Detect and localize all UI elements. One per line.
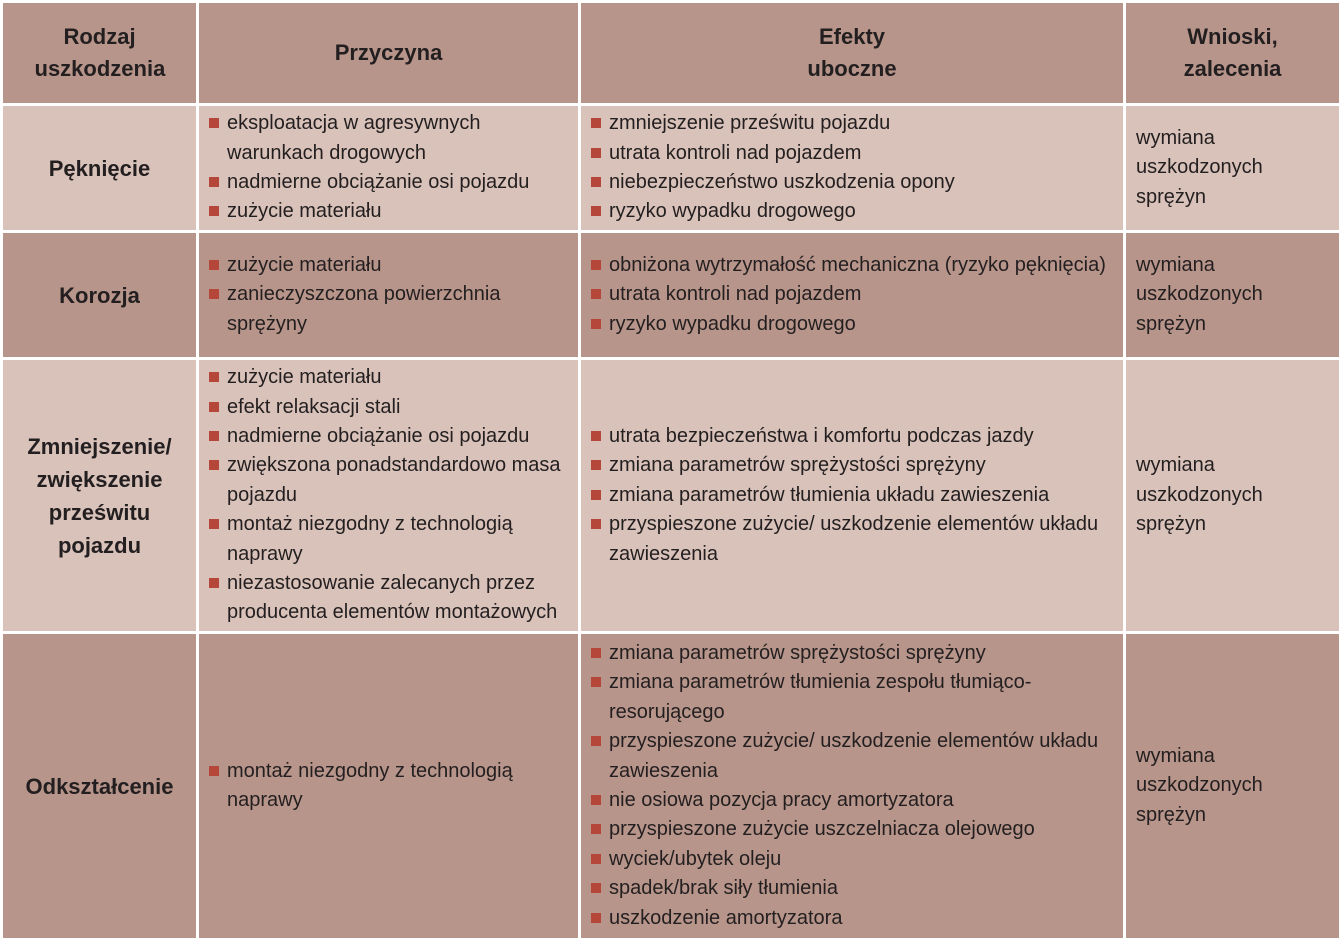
bullet-icon — [591, 431, 601, 441]
list-item: zmiana parametrów tłumienia zespołu tłumiąco-resorującego — [591, 668, 1115, 727]
row-conclusion: wymiana uszkodzonych sprężyn — [1125, 359, 1339, 633]
list-item: zmiana parametrów sprężystości sprężyny — [591, 639, 1115, 668]
row-conclusion: wymiana uszkodzonych sprężyn — [1125, 232, 1339, 359]
header-conclusions: Wnioski, zalecenia — [1125, 2, 1339, 105]
list-item: przyspieszone zużycie/ uszkodzenie elementów układu zawieszenia — [591, 510, 1115, 569]
row-name: Pęknięcie — [2, 105, 198, 232]
bullet-icon — [209, 177, 219, 187]
bullet-icon — [591, 736, 601, 746]
header-row — [2, 2, 1339, 105]
bullet-icon — [591, 648, 601, 658]
row-effects — [580, 232, 1125, 359]
row-name: Odkształcenie — [2, 633, 198, 940]
list-item: obniżona wytrzymałość mechaniczna (ryzyko pęknięcia) — [591, 251, 1115, 280]
bullet-icon — [591, 177, 601, 187]
list-item: zmniejszenie prześwitu pojazdu — [591, 109, 1115, 138]
list-item: montaż niezgodny z technologią naprawy — [209, 510, 570, 569]
list-item: zużycie materiału — [209, 363, 570, 392]
list-item: przyspieszone zużycie/ uszkodzenie elementów układu zawieszenia — [591, 727, 1115, 786]
row-conclusion: wymiana uszkodzonych sprężyn — [1125, 633, 1339, 940]
header-cause: Przyczyna — [198, 2, 580, 105]
row-causes — [198, 359, 580, 633]
bullet-icon — [591, 824, 601, 834]
list-item: zużycie materiału — [209, 251, 570, 280]
bullet-icon — [209, 118, 219, 128]
list-item: zmiana parametrów sprężystości sprężyny — [591, 451, 1115, 480]
bullet-icon — [591, 913, 601, 923]
table-row-przeswit — [2, 359, 1339, 633]
row-name: Korozja — [2, 232, 198, 359]
table-row-odksztalcenie — [2, 633, 1339, 940]
bullet-icon — [591, 795, 601, 805]
row-causes — [198, 633, 580, 940]
bullet-icon — [591, 519, 601, 529]
row-causes — [198, 232, 580, 359]
list-item: efekt relaksacji stali — [209, 393, 570, 422]
bullet-icon — [591, 854, 601, 864]
bullet-icon — [591, 289, 601, 299]
bullet-icon — [209, 460, 219, 470]
bullet-icon — [209, 372, 219, 382]
bullet-icon — [209, 402, 219, 412]
row-effects — [580, 105, 1125, 232]
list-item: ryzyko wypadku drogowego — [591, 310, 1115, 339]
row-name: Zmniejszenie/ zwiększenie prześwitu pojazdu — [2, 359, 198, 633]
list-item: utrata kontroli nad pojazdem — [591, 139, 1115, 168]
bullet-icon — [209, 260, 219, 270]
table-row-korozja — [2, 232, 1339, 359]
list-item: nadmierne obciążanie osi pojazdu — [209, 168, 570, 197]
list-item: utrata kontroli nad pojazdem — [591, 280, 1115, 309]
list-item: nadmierne obciążanie osi pojazdu — [209, 422, 570, 451]
bullet-icon — [591, 460, 601, 470]
row-effects — [580, 359, 1125, 633]
bullet-icon — [591, 883, 601, 893]
row-effects — [580, 633, 1125, 940]
list-item: uszkodzenie amortyzatora — [591, 904, 1115, 933]
list-item: ryzyko wypadku drogowego — [591, 197, 1115, 226]
bullet-icon — [591, 319, 601, 329]
bullet-icon — [591, 677, 601, 687]
list-item: spadek/brak siły tłumienia — [591, 874, 1115, 903]
header-effects: Efekty uboczne — [580, 2, 1125, 105]
bullet-icon — [591, 148, 601, 158]
bullet-icon — [209, 766, 219, 776]
table-row-peknięcie — [2, 105, 1339, 232]
bullet-icon — [209, 431, 219, 441]
list-item: nie osiowa pozycja pracy amortyzatora — [591, 786, 1115, 815]
list-item: niebezpieczeństwo uszkodzenia opony — [591, 168, 1115, 197]
bullet-icon — [209, 206, 219, 216]
list-item: montaż niezgodny z technologią naprawy — [209, 757, 570, 816]
bullet-icon — [591, 206, 601, 216]
list-item: niezastosowanie zalecanych przez producenta elementów montażowych — [209, 569, 570, 628]
bullet-icon — [209, 519, 219, 529]
list-item: zwiększona ponadstandardowo masa pojazdu — [209, 451, 570, 510]
list-item: utrata bezpieczeństwa i komfortu podczas jazdy — [591, 422, 1115, 451]
list-item: zanieczyszczona powierzchnia sprężyny — [209, 280, 570, 339]
bullet-icon — [209, 578, 219, 588]
list-item: zużycie materiału — [209, 197, 570, 226]
row-causes — [198, 105, 580, 232]
header-type: Rodzaj uszkodzenia — [2, 2, 198, 105]
bullet-icon — [591, 490, 601, 500]
bullet-icon — [591, 260, 601, 270]
bullet-icon — [209, 289, 219, 299]
row-conclusion: wymiana uszkodzonych sprężyn — [1125, 105, 1339, 232]
list-item: wyciek/ubytek oleju — [591, 845, 1115, 874]
list-item: eksploatacja w agresywnych warunkach drogowych — [209, 109, 570, 168]
bullet-icon — [591, 118, 601, 128]
list-item: przyspieszone zużycie uszczelniacza olejowego — [591, 815, 1115, 844]
list-item: zmiana parametrów tłumienia układu zawieszenia — [591, 481, 1115, 510]
